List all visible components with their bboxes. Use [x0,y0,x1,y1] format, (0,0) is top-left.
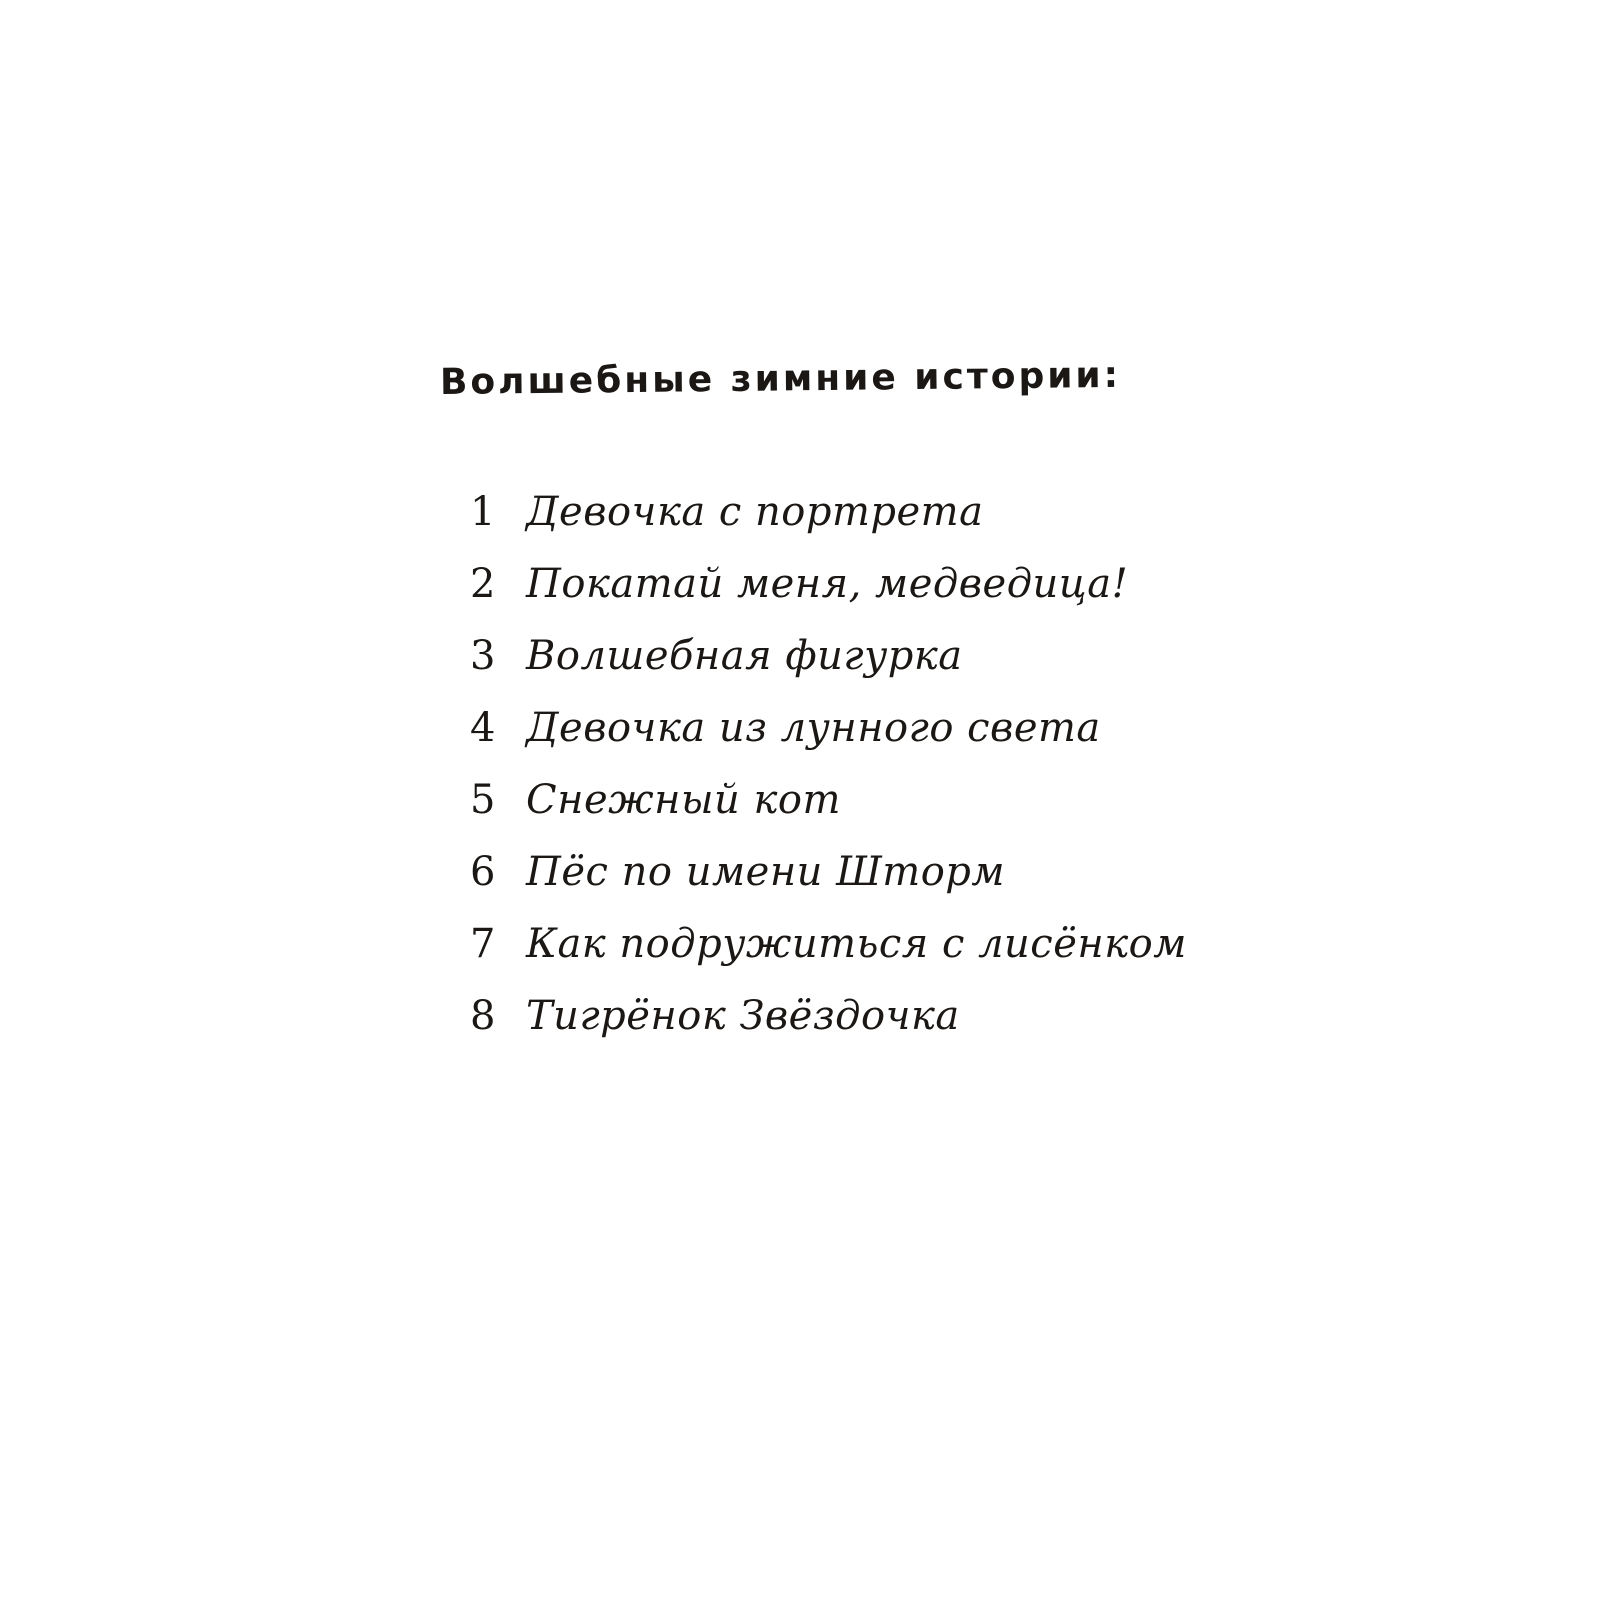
story-item [470,764,1230,836]
story-number: 8 [470,993,496,1039]
story-number: 5 [470,777,496,823]
page-heading: Волшебные зимние истории: [439,354,1122,403]
story-item [470,548,1230,620]
story-item [470,620,1230,692]
story-item [470,836,1230,908]
story-title: Тигрёнок Звёздочка [526,993,960,1039]
story-number: 4 [470,705,496,751]
story-title: Пёс по имени Шторм [526,849,1006,895]
story-title: Девочка с портрета [526,489,984,535]
story-title: Волшебная фигурка [526,633,963,679]
story-item [470,476,1230,548]
story-number: 1 [470,489,496,535]
story-item [470,908,1230,980]
story-number: 2 [470,561,496,607]
story-item [470,980,1230,1052]
story-number: 7 [470,921,496,967]
story-item [470,692,1230,764]
story-title: Снежный кот [526,777,841,823]
story-title: Как подружиться с лисёнком [526,921,1187,967]
story-number: 3 [470,633,496,679]
story-title: Покатай меня, медведица! [526,561,1129,607]
story-number: 6 [470,849,496,895]
story-list [470,476,1230,1052]
story-title: Девочка из лунного света [526,705,1101,751]
